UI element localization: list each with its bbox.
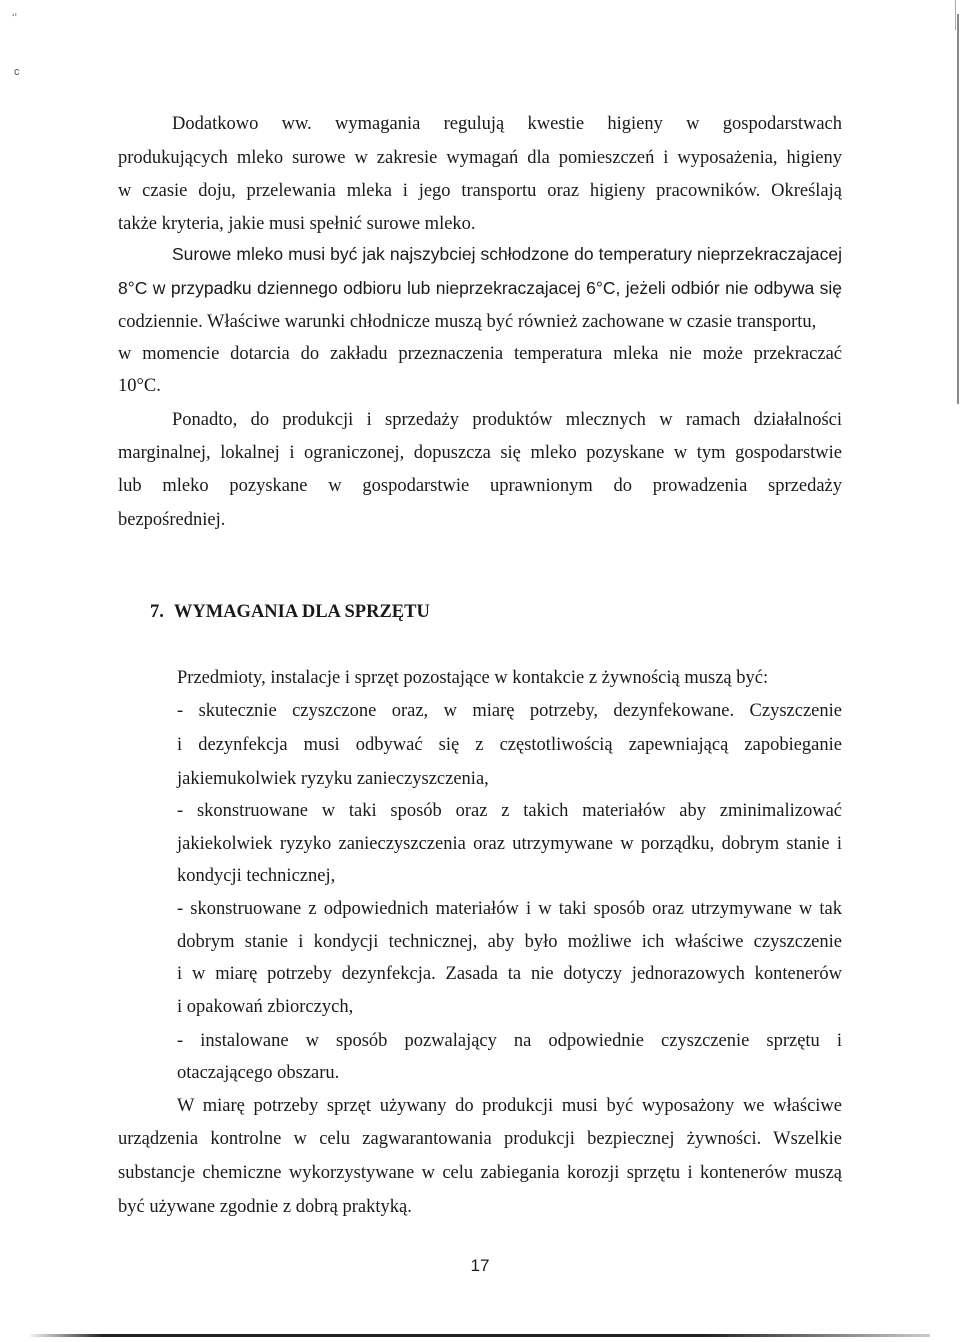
text-line: w momencie dotarcia do zakładu przeznaczenia temperatura mleka nie może przekraczać — [118, 344, 842, 364]
text-line: - skutecznie czyszczone oraz, w miarę potrzeby, dezynfekowane. Czyszczenie — [177, 701, 842, 721]
text-line: lub mleko pozyskane w gospodarstwie uprawnionym do prowadzenia sprzedaży — [118, 476, 842, 496]
text-line: otaczającego obszaru. — [177, 1063, 340, 1083]
text-line: i opakowań zbiorczych, — [177, 997, 354, 1017]
text-line: Surowe mleko musi być jak najszybciej schłodzone do temperatury nieprzekraczajacej — [172, 244, 842, 264]
scan-edge-line — [957, 14, 959, 404]
text-line: codziennie. Właściwe warunki chłodnicze muszą być również zachowane w czasie transportu, — [118, 312, 817, 332]
text-line: urządzenia kontrolne w celu zagwarantowania produkcji bezpiecznej żywności. Wszelkie — [118, 1129, 842, 1149]
page-bottom-rule — [30, 1334, 930, 1337]
text-line: w czasie doju, przelewania mleka i jego transportu oraz higieny pracowników. Określają — [118, 181, 842, 201]
text-line: - instalowane w sposób pozwalający na odpowiednie czyszczenie sprzętu i — [177, 1031, 842, 1051]
text-line: 8°C w przypadku dziennego odbioru lub nieprzekraczajacej 6°C, jeżeli odbiór nie odbywa się — [118, 278, 842, 298]
text-line: Ponadto, do produkcji i sprzedaży produktów mlecznych w ramach działalności — [172, 410, 842, 430]
text-line: kondycji technicznej, — [177, 866, 336, 886]
scan-artifact-mark: ‘’ — [12, 12, 17, 24]
text-line: i w miarę potrzeby dezynfekcja. Zasada ta nie dotyczy jednorazowych kontenerów — [177, 964, 842, 984]
text-line: Dodatkowo ww. wymagania regulują kwestie higieny w gospodarstwach — [172, 114, 842, 134]
section-intro: Przedmioty, instalacje i sprzęt pozostające w kontakcie z żywnością muszą być: — [177, 668, 769, 688]
text-line: bezpośredniej. — [118, 510, 226, 530]
section-title: WYMAGANIA DLA SPRZĘTU — [173, 602, 430, 622]
section-heading — [150, 602, 430, 623]
scan-edge-line — [955, 0, 956, 30]
scan-artifact-mark: c — [14, 66, 20, 78]
text-line: W miarę potrzeby sprzęt używany do produkcji musi być wyposażony we właściwe — [177, 1096, 842, 1116]
text-line: jakiemukolwiek ryzyku zanieczyszczenia, — [177, 769, 489, 789]
text-line: 10°C. — [118, 376, 161, 396]
text-line: produkujących mleko surowe w zakresie wymagań dla pomieszczeń i wyposażenia, higieny — [118, 148, 842, 168]
text-line: i dezynfekcja musi odbywać się z częstotliwością zapewniającą zapobieganie — [177, 735, 842, 755]
page-number: 17 — [470, 1256, 490, 1275]
text-line: - skonstruowane w taki sposób oraz z takich materiałów aby zminimalizować — [177, 801, 842, 821]
text-line: substancje chemiczne wykorzystywane w celu zabiegania korozji sprzętu i kontenerów muszą — [118, 1163, 842, 1183]
text-line: także kryteria, jakie musi spełnić surowe mleko. — [118, 214, 476, 234]
text-line: jakiekolwiek ryzyko zanieczyszczenia oraz utrzymywane w porządku, dobrym stanie i — [177, 834, 842, 854]
text-line: - skonstruowane z odpowiednich materiałów i w taki sposób oraz utrzymywane w tak — [177, 899, 842, 919]
text-line: dobrym stanie i kondycji technicznej, aby było możliwe ich właściwe czyszczenie — [177, 932, 842, 952]
section-number: 7. — [150, 602, 164, 622]
text-line: marginalnej, lokalnej i ograniczonej, dopuszcza się mleko pozyskane w tym gospodarstwie — [118, 443, 842, 463]
text-line: być używane zgodnie z dobrą praktyką. — [118, 1197, 412, 1217]
